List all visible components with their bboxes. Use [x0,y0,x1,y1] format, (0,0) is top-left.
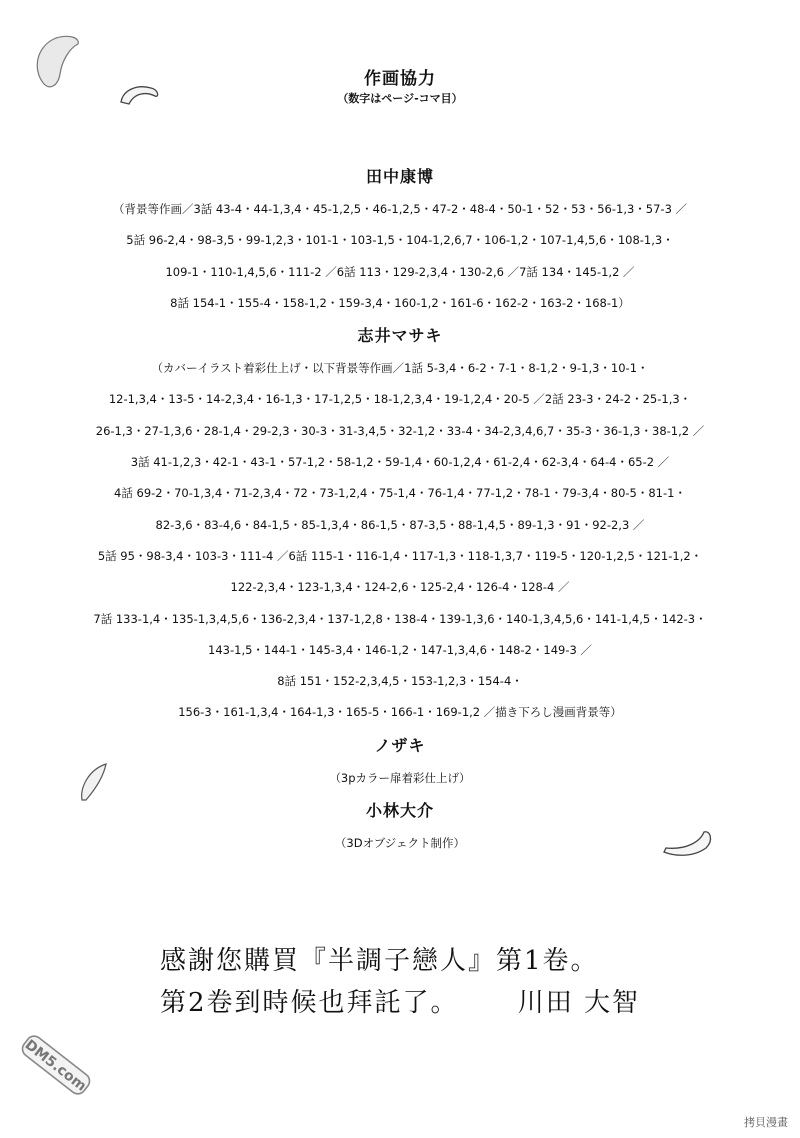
handwritten-note [160,940,640,1024]
credit-line: 143-1,5・144-1・145-3,4・146-1,2・147-1,3,4,6・148-2・149-3 ／ [208,642,592,657]
credits-list [0,160,800,859]
credit-line: 12-1,3,4・13-5・14-2,3,4・16-1,3・17-1,2,5・18-1,2,3,4・19-1,2,4・20-5 ／2話 23-3・24-2・25-1,3・ [108,392,692,407]
credit-block-tanaka [0,160,800,319]
handwritten-line-2-row [160,982,640,1024]
credit-line: 5話 96-2,4・98-3,5・99-1,2,3・101-1・103-1,5・104-1,2,6,7・106-1,2・107-1,4,5,6・108-1,3・ [126,233,674,248]
credit-line: （3pカラー扉着彩仕上げ） [329,770,471,785]
credit-line: 26-1,3・27-1,3,6・28-1,4・29-2,3・30-3・31-3,4,5・32-1,2・33-4・34-2,3,4,6,7・35-3・36-1,3・38-1,2 ／ [95,423,705,438]
credit-name: 小林大介 [365,801,434,821]
credit-block-kobayashi [0,794,800,859]
page-subtitle: （数字はページ-コマ目） [337,92,463,105]
credit-line: （背景等作画／3話 43-4・44-1,3,4・45-1,2,5・46-1,2,5・47-2・48-4・50-1・52・53・56-1,3・57-3 ／ [112,202,688,216]
credit-name: ノザキ [374,735,426,755]
credit-name: 志井マサキ [357,326,443,346]
credit-line: 8話 151・152-2,3,4,5・153-1,2,3・154-4・ [277,674,523,689]
credit-line: （3Dオブジェクト制作） [334,836,466,851]
credit-line: 5話 95・98-3,4・103-3・111-4 ／6話 115-1・116-1,4・117-1,3・118-1,3,7・119-5・120-1,2,5・121-1,2・ [97,548,703,563]
credit-block-shii [0,319,800,729]
handwritten-line-1: 感謝您購買『半調子戀人』第1卷。 [160,946,599,976]
credit-block-nozaki [0,729,800,794]
credit-line: 3話 41-1,2,3・42-1・43-1・57-1,2・58-1,2・59-1,4・60-1,2,4・61-2,4・62-3,4・64-4・65-2 ／ [130,455,670,470]
svg-text:DM5.com: DM5.com [21,1036,90,1095]
dm5-watermark-logo [12,1020,100,1110]
credit-line: 4話 69-2・70-1,3,4・71-2,3,4・72・73-1,2,4・75-1,4・76-1,4・77-1,2・78-1・79-3,4・80-5・81-1・ [114,486,686,501]
credit-line: 156-3・161-1,3,4・164-1,3・165-5・166-1・169-1,2 ／描き下ろし漫画背景等） [178,705,622,720]
credit-line: 82-3,6・83-4,6・84-1,5・85-1,3,4・86-1,5・87-3,5・88-1,4,5・89-1,3・91・92-2,3 ／ [155,517,645,532]
credit-line: 109-1・110-1,4,5,6・111-2 ／6話 113・129-2,3,4・130-2,6 ／7話 134・145-1,2 ／ [165,264,635,279]
page-title: 作画協力 [364,69,436,89]
credit-line: 122-2,3,4・123-1,3,4・124-2,6・125-2,4・126-4・128-4 ／ [230,580,570,595]
credit-line: 7話 133-1,4・135-1,3,4,5,6・136-2,3,4・137-1,2,8・138-4・139-1,3,6・140-1,3,4,5,6・141-1,4,5・142-3・ [93,611,707,626]
site-watermark-text: 拷貝漫畫 [744,1116,788,1129]
author-signature: 川田 大智 [517,988,640,1018]
credit-line: 8話 154-1・155-4・158-1,2・159-3,4・160-1,2・161-6・162-2・163-2・168-1） [170,295,630,310]
credit-name: 田中康博 [365,167,434,186]
credit-line: （カバーイラスト着彩仕上げ・以下背景等作画／1話 5-3,4・6-2・7-1・8-1,2・9-1,3・10-1・ [151,361,649,376]
handwritten-line-2: 第2卷到時候也拜託了。 [160,988,459,1018]
